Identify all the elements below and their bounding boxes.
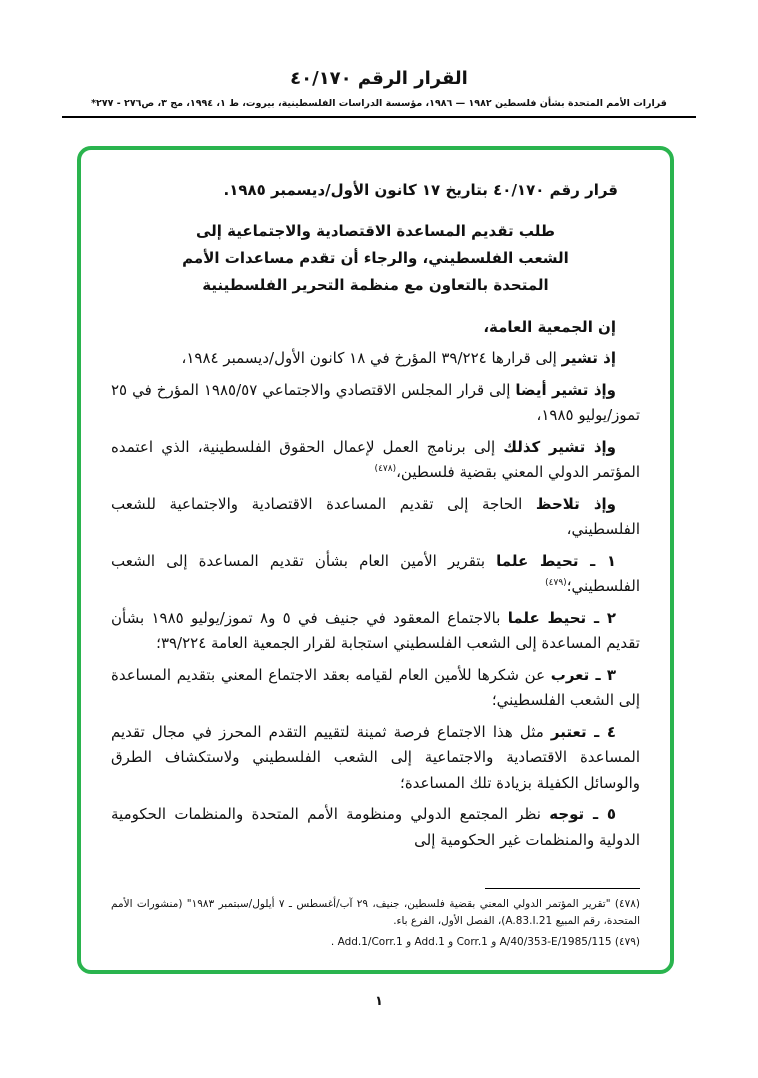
footnotes (111, 896, 640, 951)
footnote: (٤٧٨) "تقرير المؤتمر الدولي المعني بقضية فلسطين، جنيف، ٢٩ آب/أغسطس ـ ٧ أيلول/سبتمبر ١٩٨٣" (منشورات الأمم المتحدة، رقم المبيع A.83.I.21)، الفصل الأول، الفرع باء. (111, 898, 640, 928)
paragraph-lead: توجه (549, 805, 585, 823)
page-header (0, 68, 758, 118)
preamble-paragraph (111, 435, 640, 486)
resolution-heading: قرار رقم ٤٠/١٧٠ بتاريخ ١٧ كانون الأول/ديسمبر ١٩٨٥. (223, 181, 618, 199)
resolution-body (111, 178, 640, 859)
paragraph-text: مثل هذا الاجتماع فرصة ثمينة لتقييم التقدم المحرز في مجال تقديم المساعدة الاقتصادية والاجتماعية إلى الشعب الفلسطيني ولاستكشاف الطرق والوسائل الكفيلة بزيادة تلك المساعدة؛ (111, 722, 640, 792)
paragraph-lead: إن الجمعية العامة، (483, 317, 616, 336)
paragraph-text: إلى قرارها ٣٩/٢٢٤ المؤرخ في ١٨ كانون الأول/ديسمبر ١٩٨٤، (181, 349, 562, 367)
paragraph-lead: تعتبر (550, 722, 587, 741)
paragraph-text: عن شكرها للأمين العام لقيامه بعقد الاجتماع المعني بتقديم المساعدة إلى الشعب الفلسطيني؛ (111, 665, 640, 709)
paragraph-lead: وإذ تلاحظ (535, 494, 617, 513)
paragraph-text: الحاجة إلى تقديم المساعدة الاقتصادية والاجتماعية للشعب الفلسطيني، (111, 494, 640, 538)
preamble-paragraph (111, 315, 640, 341)
paragraph-number: ٤ ـ (586, 722, 616, 741)
operative-paragraph (111, 720, 640, 797)
paragraph-text: بتقرير الأمين العام بشأن تقديم المساعدة إلى الشعب الفلسطيني؛ (111, 551, 640, 595)
paragraph-text: نظر المجتمع الدولي ومنظومة الأمم المتحدة والمنظمات الحكومية الدولية والمنظمات غير الحكومية إلى (111, 805, 640, 849)
paragraph-lead: تحيط علما (496, 551, 579, 570)
source-citation: قرارات الأمم المتحدة بشأن فلسطين ١٩٨٢ — ١٩٨٦، مؤسسة الدراسات الفلسطينية، بيروت، ط ١، ١٩٩٤، مج ٣، ص٢٧٦ - ٢٧٧* (91, 98, 667, 109)
operative-paragraph (111, 549, 640, 600)
footnote-area (111, 878, 640, 954)
paragraph-lead: وإذ تشير كذلك (503, 437, 616, 456)
paragraph-text: إلى برنامج العمل لإعمال الحقوق الفلسطينية، الذي اعتمده المؤتمر الدولي المعني بقضية فلسطين، (111, 437, 640, 481)
operative-paragraph (111, 802, 640, 853)
paragraph-text: بالاجتماع المعقود في جنيف في ٥ و٨ تموز/يوليو ١٩٨٥ بشأن تقديم المساعدة إلى الشعب الفلسطيني استجابة لقرار الجمعية العامة ٣٩/٢٢٤؛ (111, 608, 640, 652)
footnote-marker: (٤٧٩) (545, 578, 567, 588)
paragraph-lead: وإذ تشير أيضا (515, 380, 617, 399)
paragraph-number: ٥ ـ (584, 805, 616, 823)
resolution-box (77, 146, 674, 974)
footnote-separator (485, 888, 640, 889)
operative-paragraph (111, 663, 640, 714)
preamble-paragraph (111, 378, 640, 429)
footnote: (٤٧٩) A/40/353-E/1985/115 و Corr.1 و Add.1 و Add.1/Corr.1 . (330, 935, 640, 948)
preamble-paragraph (111, 346, 640, 372)
footnote-marker: (٤٧٨) (374, 464, 397, 474)
paragraph-text: إلى قرار المجلس الاقتصادي والاجتماعي ١٩٨٥/٥٧ المؤرخ في ٢٥ تموز/يوليو ١٩٨٥، (111, 380, 640, 424)
paragraph-lead: تعرب (550, 665, 590, 684)
header-divider (62, 116, 696, 118)
operative-paragraph (111, 606, 640, 657)
paragraph-number: ٣ ـ (589, 665, 616, 684)
preamble-paragraph (111, 492, 640, 543)
paragraph-number: ٢ ـ (586, 608, 616, 627)
document-title: القرار الرقم ٤٠/١٧٠ (290, 68, 468, 89)
paragraph-lead: تحيط علما (507, 608, 587, 627)
resolution-subject: طلب تقديم المساعدة الاقتصادية والاجتماعية إلى الشعب الفلسطيني، والرجاء أن تقدم مساعدات الأمم المتحدة بالتعاون مع منظمة التحرير الفلسطينية (182, 221, 569, 294)
paragraph-lead: إذ تشير (561, 349, 616, 367)
page-number: ١ (375, 994, 383, 1009)
paragraph-number: ١ ـ (578, 551, 617, 570)
